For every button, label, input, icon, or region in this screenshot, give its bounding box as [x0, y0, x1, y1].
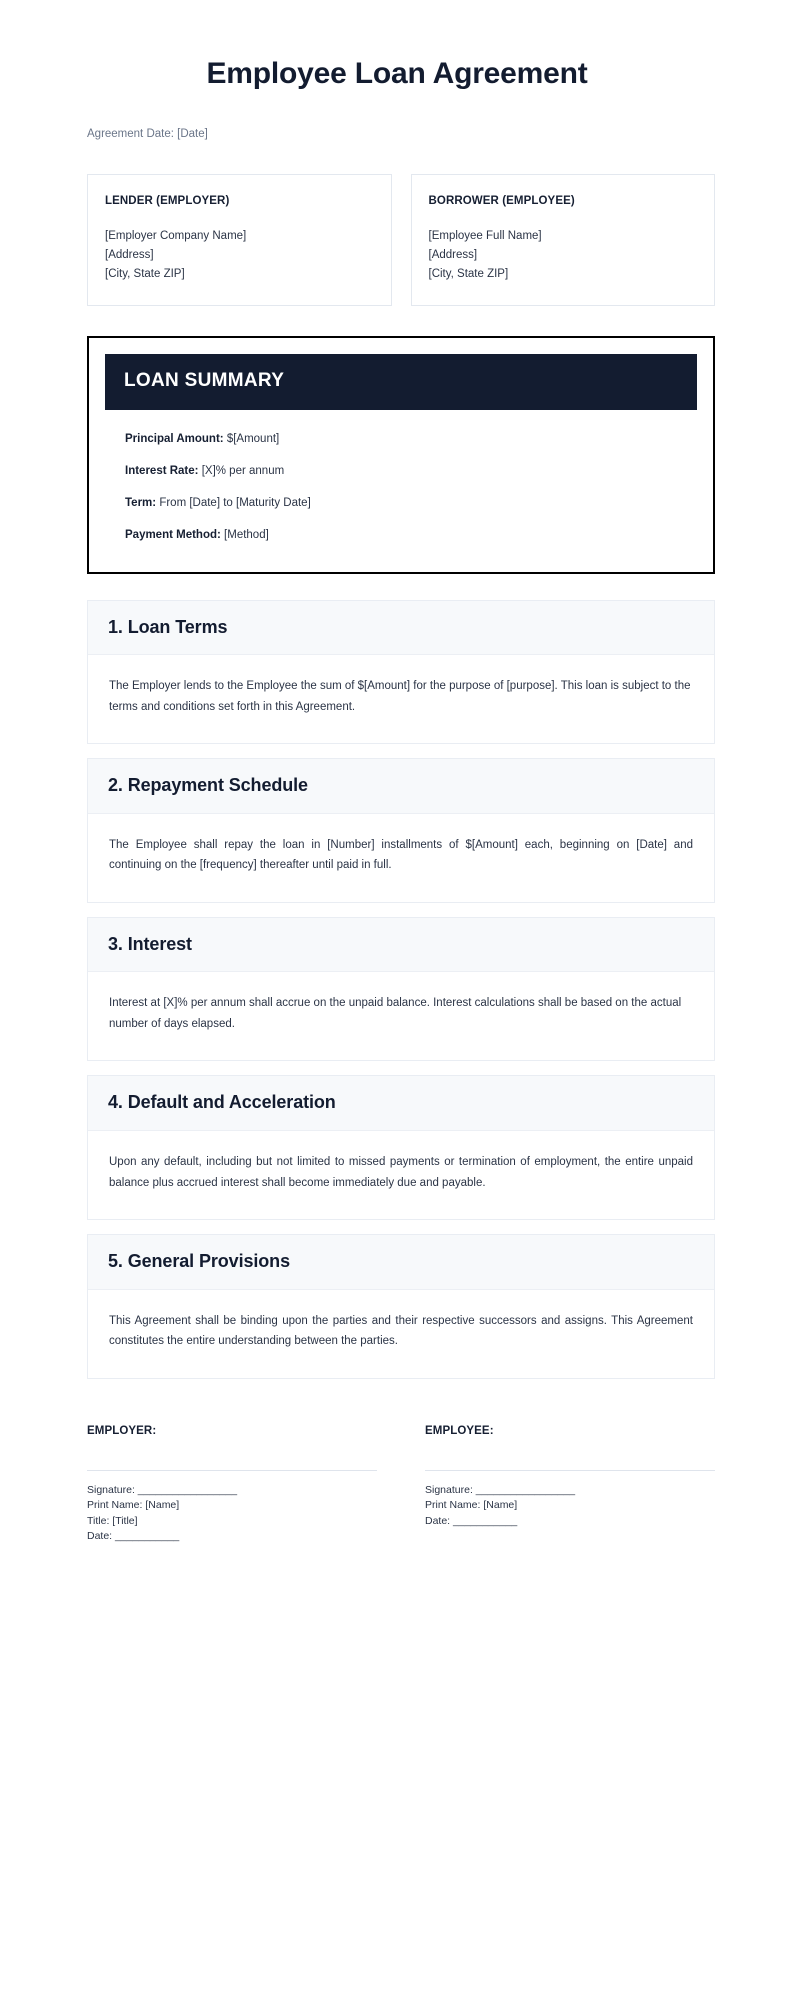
section-header [88, 759, 714, 814]
employee-signature-rule [425, 1470, 715, 1471]
loan-summary-item [125, 463, 677, 479]
employer-signature-rule [87, 1470, 377, 1471]
section-paragraph: This Agreement shall be binding upon the parties and their respective successors and assigns. This Agreement constitutes the entire understanding between the parties. [109, 1314, 693, 1348]
loan-summary-item-value: From [Date] to [Maturity Date] [159, 497, 311, 510]
borrower-heading: BORROWER (EMPLOYEE) [428, 195, 575, 208]
section-body [88, 655, 714, 743]
agreement-date: Agreement Date: [Date] [87, 128, 208, 140]
lender-box [87, 174, 392, 306]
loan-summary-item [125, 431, 677, 447]
lender-address: [Address] [105, 248, 154, 261]
signature-block [87, 1425, 715, 1605]
employer-date-line: Date: ___________ [87, 1530, 180, 1543]
loan-summary-item-value: [Method] [224, 529, 269, 542]
borrower-address: [Address] [428, 248, 478, 261]
section-paragraph: The Employee shall repay the loan in [Number] installments of $[Amount] each, beginning on [Date] and continuing on the [frequency] thereafter until paid in full. [109, 838, 693, 872]
borrower-box [411, 174, 716, 306]
loan-summary-items [105, 431, 697, 543]
section-header [88, 601, 714, 656]
employee-signature-line: Signature: _________________ [425, 1483, 576, 1496]
section-title: 1. Loan Terms [108, 616, 228, 637]
loan-summary-item-value: $[Amount] [226, 433, 280, 446]
borrower-details [429, 227, 698, 283]
section-body [88, 1131, 714, 1219]
section-paragraph: Upon any default, including but not limited to missed payments or termination of employment, the entire unpaid balance plus accrued interest shall become immediately due and payable. [109, 1156, 693, 1189]
employer-title-line: Title: [Title] [87, 1514, 138, 1527]
loan-summary-item-label: Principal Amount: [125, 433, 224, 446]
section-general-provisions [87, 1234, 715, 1379]
loan-summary-item-label: Interest Rate: [125, 465, 199, 478]
section-header [88, 1076, 714, 1131]
section-body [88, 814, 714, 902]
employee-signature-column [425, 1425, 715, 1545]
lender-name: [Employer Company Name] [105, 230, 247, 243]
employer-signature-line: Signature: _________________ [87, 1483, 238, 1496]
section-loan-terms [87, 600, 715, 745]
lender-city-state-zip: [City, State ZIP] [105, 267, 185, 280]
section-paragraph: The Employer lends to the Employee the sum of $[Amount] for the purpose of [purpose]. This loan is subject to the terms and conditions set forth in this Agreement. [109, 680, 691, 713]
loan-summary-item [125, 527, 677, 543]
borrower-name: [Employee Full Name] [428, 230, 542, 243]
section-interest [87, 917, 715, 1062]
section-title: 2. Repayment Schedule [108, 775, 308, 796]
borrower-city-state-zip: [City, State ZIP] [428, 267, 509, 280]
section-title: 3. Interest [108, 933, 192, 954]
loan-summary-item-label: Term: [125, 497, 157, 510]
employer-signature-column [87, 1425, 377, 1545]
document-content [79, 0, 715, 1605]
section-default-and-acceleration [87, 1075, 715, 1220]
section-title: 4. Default and Acceleration [108, 1092, 336, 1113]
section-header [88, 1235, 714, 1290]
loan-summary-item-label: Payment Method: [125, 529, 221, 542]
loan-summary-header: LOAN SUMMARY [105, 354, 697, 410]
lender-heading: LENDER (EMPLOYER) [105, 195, 230, 208]
employee-heading: EMPLOYEE: [425, 1424, 494, 1437]
section-title: 5. General Provisions [108, 1251, 290, 1271]
section-body [88, 972, 714, 1060]
parties-row [87, 174, 715, 306]
employer-heading: EMPLOYER: [87, 1424, 157, 1437]
page-title: Employee Loan Agreement [206, 57, 588, 90]
section-repayment-schedule [87, 758, 715, 903]
loan-summary-box [87, 336, 715, 573]
loan-summary-item-value: [X]% per annum [201, 465, 285, 478]
loan-summary-item [125, 495, 677, 511]
section-body [88, 1290, 714, 1378]
employee-print-name-line: Print Name: [Name] [425, 1499, 518, 1512]
lender-details [105, 227, 374, 283]
employee-signature-lines [425, 1483, 715, 1530]
employer-signature-lines [87, 1483, 377, 1545]
employer-print-name-line: Print Name: [Name] [87, 1499, 180, 1512]
section-paragraph: Interest at [X]% per annum shall accrue on the unpaid balance. Interest calculations shall be based on the actual number of days elapsed. [109, 997, 682, 1030]
employee-date-line: Date: ___________ [425, 1514, 518, 1527]
section-header [88, 918, 714, 973]
